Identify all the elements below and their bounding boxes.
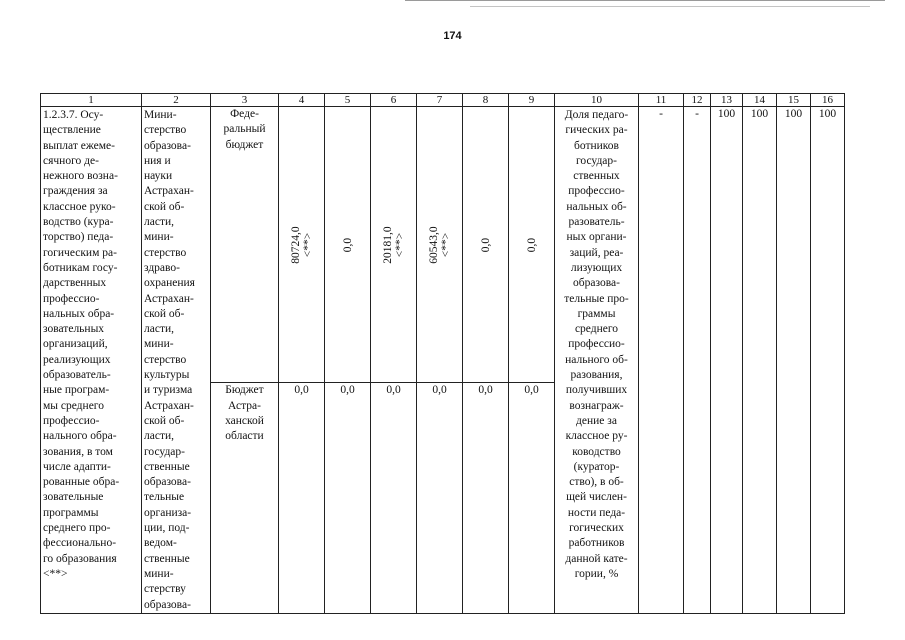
header-cell: 7 — [417, 94, 463, 107]
header-cell: 10 — [555, 94, 639, 107]
text-line: нальных обра- — [43, 307, 115, 320]
text-line: ственные — [144, 552, 190, 565]
text-line: мини- — [144, 338, 174, 351]
text-line: фессионально- — [43, 537, 117, 550]
text-line: классное ру- — [565, 430, 628, 443]
amount-total-federal — [290, 226, 314, 263]
amount-cell-total: 0,0 — [279, 383, 325, 614]
text-line: тельные — [144, 491, 185, 504]
header-cell: 15 — [777, 94, 811, 107]
text-line: числе адапти- — [43, 460, 111, 473]
text-line: Астра- — [228, 399, 261, 412]
text-line: ханской — [225, 414, 264, 427]
text-line: ведом- — [144, 537, 177, 550]
text-line: ководство — [572, 445, 621, 458]
table-row — [41, 107, 845, 383]
text-line: государ- — [576, 154, 617, 167]
text-line: ния и — [144, 154, 171, 167]
amount-cell: 0,0 — [509, 383, 555, 614]
indicator-value-cell: 100 — [777, 107, 811, 614]
text-line: профессио- — [568, 338, 625, 351]
text-line: ственные — [144, 460, 190, 473]
text-line: ственных — [573, 170, 620, 183]
text-line: рованные обра- — [43, 476, 120, 489]
amount-cell — [463, 107, 509, 383]
text-line: профессио- — [568, 185, 625, 198]
text-line: стерство — [144, 124, 187, 137]
text-line: (куратор- — [573, 460, 620, 473]
scan-artifact-line — [405, 0, 885, 1]
text-line: Бюджет — [225, 384, 264, 397]
text-line: торство) педа- — [43, 231, 114, 244]
text-line: ласти, — [144, 323, 175, 336]
text-line: стерство — [144, 246, 187, 259]
text-line: профессио- — [43, 414, 100, 427]
text-line: мини- — [144, 567, 174, 580]
text-line: организа- — [144, 506, 192, 519]
indicator-value-cell: 100 — [743, 107, 777, 614]
header-cell: 6 — [371, 94, 417, 107]
text-line: гических ра- — [565, 124, 628, 137]
executor-cell — [142, 107, 211, 614]
amount-cell-total — [279, 107, 325, 383]
text-line: выплат ежеме- — [43, 139, 115, 152]
text-line: дарственных — [43, 277, 107, 290]
text-line: классное руко- — [43, 200, 116, 213]
text-line: дение за — [576, 414, 617, 427]
text-line: нального об- — [565, 353, 628, 366]
text-line: и туризма — [144, 384, 193, 397]
activity-description-cell — [41, 107, 142, 614]
text-line: 80724,0 — [289, 225, 302, 264]
text-line: нального обра- — [43, 430, 117, 443]
indicator-text — [557, 107, 636, 582]
text-line: <**> — [301, 232, 314, 257]
text-line: гогическим ра- — [43, 246, 117, 259]
text-line: ской об- — [144, 414, 185, 427]
text-line: области — [225, 430, 264, 443]
text-line: стерство — [144, 353, 187, 366]
text-line: <**> — [439, 232, 452, 257]
header-cell: 2 — [142, 94, 211, 107]
text-line: <**> — [393, 232, 406, 257]
text-line: ласти, — [144, 216, 175, 229]
amount-value: 0,0 — [479, 237, 492, 252]
text-line: заций, реа- — [569, 246, 624, 259]
text-line: стерству — [144, 583, 186, 596]
text-line: бюджет — [225, 138, 264, 151]
text-line: профессио- — [43, 292, 100, 305]
text-line: ство), в об- — [569, 476, 624, 489]
text-line: Доля педаго- — [564, 109, 629, 121]
text-line: Астрахан- — [144, 292, 194, 305]
text-line: образователь- — [43, 369, 111, 382]
indicator-value-cell: - — [684, 107, 711, 614]
text-line: 60543,0 — [427, 225, 440, 264]
program-table — [40, 93, 845, 614]
header-cell: 12 — [684, 94, 711, 107]
activity-description — [43, 107, 139, 582]
text-line: работников — [568, 537, 625, 550]
funding-source-label — [213, 107, 276, 153]
text-line: науки — [144, 170, 173, 183]
header-cell: 14 — [743, 94, 777, 107]
text-line: получивших — [565, 384, 628, 397]
text-line: Феде- — [230, 108, 259, 120]
indicator-value-cell: 100 — [711, 107, 743, 614]
text-line: щей числен- — [566, 491, 627, 504]
text-line: ской об- — [144, 307, 185, 320]
text-line: граждения за — [43, 185, 108, 198]
indicator-cell — [555, 107, 639, 614]
amount-cell — [509, 107, 555, 383]
text-line: организаций, — [43, 338, 108, 351]
indicator-value-cell: 100 — [811, 107, 845, 614]
funding-source-regional — [211, 383, 279, 614]
amount-value — [382, 226, 406, 263]
amount-cell — [417, 107, 463, 383]
text-line: ботникам госу- — [43, 261, 118, 274]
text-line: здраво- — [144, 261, 180, 274]
header-cell: 9 — [509, 94, 555, 107]
text-line: реализующих — [43, 353, 111, 366]
text-line: зовательные — [43, 491, 104, 504]
text-line: ской об- — [144, 200, 185, 213]
amount-cell: 0,0 — [325, 383, 371, 614]
amount-cell: 0,0 — [371, 383, 417, 614]
text-line: <**> — [43, 567, 68, 580]
text-line: нежного возна- — [43, 170, 118, 183]
page-number: 174 — [443, 30, 462, 42]
text-line: вознаграж- — [569, 399, 624, 412]
text-line: ции, под- — [144, 522, 190, 535]
text-line: ральный — [223, 123, 266, 136]
header-cell: 1 — [41, 94, 142, 107]
amount-cell — [371, 107, 417, 383]
text-line: сячного де- — [43, 154, 99, 167]
header-cell: 4 — [279, 94, 325, 107]
funding-source-federal — [211, 107, 279, 383]
text-line: ботников — [574, 139, 619, 152]
text-line: зовательных — [43, 323, 105, 336]
text-line: ные програм- — [43, 384, 110, 397]
table-header-row — [41, 94, 845, 107]
text-line: образова- — [144, 598, 191, 611]
funding-source-label — [213, 383, 276, 444]
amount-value — [428, 226, 452, 263]
text-line: ществление — [43, 124, 101, 137]
text-line: водство (кура- — [43, 216, 114, 229]
text-line: среднего про- — [43, 522, 111, 535]
text-line: гории, % — [574, 567, 619, 580]
amount-cell: 0,0 — [417, 383, 463, 614]
header-cell: 8 — [463, 94, 509, 107]
header-cell: 5 — [325, 94, 371, 107]
amount-cell — [325, 107, 371, 383]
text-line: мини- — [144, 231, 174, 244]
header-cell: 11 — [639, 94, 684, 107]
text-line: го образования — [43, 552, 117, 565]
header-cell: 16 — [811, 94, 845, 107]
text-line: разования, — [570, 369, 623, 382]
text-line: Астрахан- — [144, 399, 194, 412]
text-line: зования, в том — [43, 445, 113, 458]
text-line: программы — [43, 506, 99, 519]
text-line: граммы — [577, 307, 616, 320]
text-line: гогических — [569, 522, 624, 535]
text-line: Астрахан- — [144, 185, 194, 198]
text-line: государ- — [144, 445, 185, 458]
text-line: образова- — [144, 476, 191, 489]
text-line: Мини- — [144, 109, 177, 121]
text-line: ных органи- — [566, 231, 627, 244]
text-line: ласти, — [144, 430, 175, 443]
indicator-value-cell: - — [639, 107, 684, 614]
executor-text — [144, 107, 208, 613]
text-line: образова- — [573, 277, 620, 290]
text-line: данной кате- — [565, 552, 628, 565]
amount-cell: 0,0 — [463, 383, 509, 614]
header-cell: 13 — [711, 94, 743, 107]
text-line: мы среднего — [43, 399, 104, 412]
amount-value: 0,0 — [341, 237, 354, 252]
scan-artifact-line — [470, 6, 870, 7]
text-line: разователь- — [568, 216, 625, 229]
header-cell: 3 — [211, 94, 279, 107]
text-line: лизующих — [570, 261, 623, 274]
text-line: образова- — [144, 139, 191, 152]
text-line: тельные про- — [564, 292, 629, 305]
text-line: ности педа- — [567, 506, 626, 519]
text-line: нальных об- — [566, 200, 627, 213]
text-line: 20181,0 — [381, 225, 394, 264]
text-line: охранения — [144, 277, 195, 290]
text-line: 1.2.3.7. Осу- — [43, 109, 104, 121]
text-line: среднего — [574, 323, 619, 336]
text-line: культуры — [144, 369, 190, 382]
amount-value: 0,0 — [525, 237, 538, 252]
